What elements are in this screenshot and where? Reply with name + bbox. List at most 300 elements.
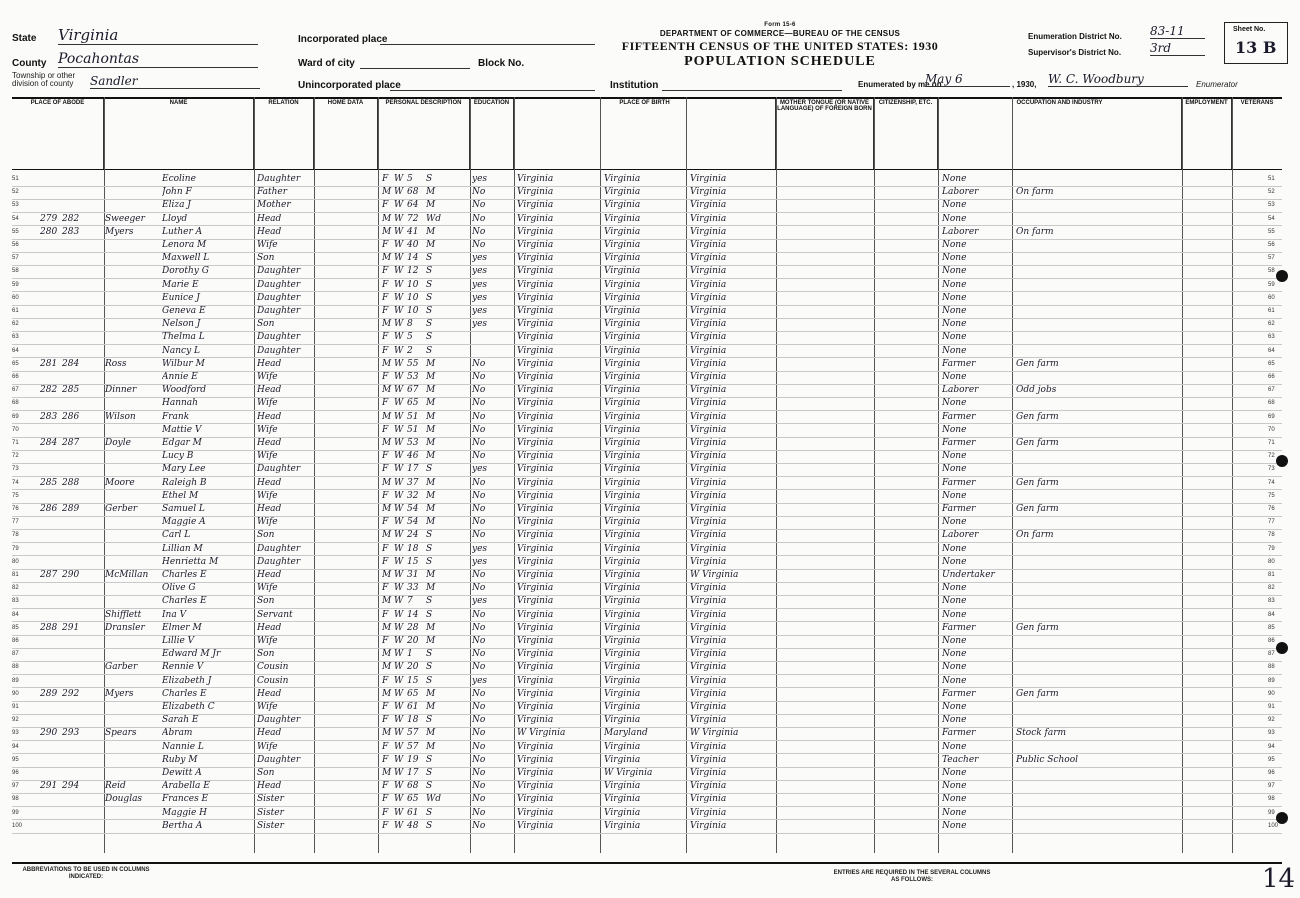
cell-given: Charles E (162, 570, 207, 580)
cell-given: Lenora M (162, 240, 207, 250)
cell-line-number-right: 74 (1268, 479, 1275, 486)
cell-line-number-right: 75 (1268, 492, 1275, 499)
cell-n: 97 (12, 783, 19, 790)
cell-age: 37 (407, 477, 419, 488)
cell-sex: M (382, 187, 392, 198)
cell-n: 61 (12, 308, 19, 314)
cell-birth: Virginia (517, 543, 554, 554)
cell-mother: Virginia (690, 438, 727, 448)
enumerator-name: W. C. Woodbury (1048, 72, 1188, 87)
cell-father: Virginia (604, 279, 641, 290)
cell-ms: M (426, 688, 436, 699)
cell-father: Virginia (604, 306, 641, 316)
unincorporated-label: Unincorporated place (298, 80, 401, 91)
cell-occ: None (942, 794, 967, 805)
cell-sch: No (472, 715, 486, 726)
cell-birth: Virginia (517, 451, 554, 462)
cell-ms: M (426, 385, 436, 396)
cell-given: Lloyd (162, 213, 188, 224)
cell-rel: Head (257, 477, 282, 488)
cell-occ: None (942, 490, 967, 501)
cell-birth: Virginia (517, 319, 554, 330)
cell-surname: Doyle (105, 438, 131, 448)
cell-surname: Dinner (105, 385, 137, 396)
cell-ind: On farm (1016, 187, 1054, 198)
cell-occ: None (942, 781, 967, 792)
cell-age: 17 (407, 464, 419, 475)
cell-given: Lillian M (162, 543, 203, 554)
cell-father: Virginia (604, 662, 641, 673)
table-row (12, 371, 1282, 385)
cell-fam: 282 (62, 213, 80, 224)
cell-given: Maxwell L (162, 253, 210, 264)
cell-rel: Sister (257, 794, 284, 805)
cell-ms: M (426, 226, 436, 237)
cell-n: 89 (12, 677, 19, 684)
cell-ms: S (426, 820, 433, 831)
cell-age: 57 (407, 728, 419, 739)
cell-mother: Virginia (690, 820, 727, 831)
cell-line-number-right: 91 (1268, 704, 1275, 710)
cell-birth: Virginia (517, 820, 554, 831)
cell-n: 67 (12, 387, 19, 394)
cell-ms: S (426, 543, 433, 554)
cell-fam: 287 (62, 438, 80, 448)
cell-age: 17 (407, 768, 419, 778)
cell-ms: S (426, 174, 433, 184)
cell-sex: M (382, 504, 392, 514)
cell-rel: Wife (257, 517, 278, 528)
cell-ms: M (426, 636, 436, 646)
cell-fam: 284 (62, 358, 80, 369)
entries-title: ENTRIES ARE REQUIRED IN THE SEVERAL COLUMNS AS FOLLOWS: (833, 870, 991, 883)
cell-age: 54 (407, 517, 419, 528)
cell-occ: None (942, 649, 967, 660)
cell-given: Ruby M (162, 754, 198, 765)
cell-given: Mary Lee (162, 464, 206, 475)
cell-given: Eunice J (162, 292, 200, 303)
cell-father: Virginia (604, 702, 641, 712)
punch-hole (1276, 642, 1288, 654)
cell-occ: Farmer (942, 728, 976, 739)
cell-n: 51 (12, 176, 19, 182)
cell-given: Edgar M (162, 438, 202, 448)
county-value: Pocahontas (58, 51, 258, 68)
cell-occ: Farmer (942, 411, 976, 422)
cell-occ: None (942, 807, 967, 818)
cell-given: Mattie V (162, 424, 202, 435)
cell-father: W Virginia (604, 768, 653, 778)
cell-rel: Head (257, 781, 282, 792)
cell-birth: Virginia (517, 372, 554, 382)
cell-race: W (394, 543, 404, 554)
cell-sch: No (472, 424, 486, 435)
cell-age: 53 (407, 372, 419, 382)
cell-sex: M (382, 213, 392, 224)
cell-n: 82 (12, 585, 19, 592)
cell-sex: M (382, 622, 392, 633)
cell-ms: S (426, 609, 433, 620)
cell-age: 61 (407, 807, 419, 818)
cell-father: Virginia (604, 781, 641, 792)
cell-sex: M (382, 358, 392, 369)
cell-line-number-right: 85 (1268, 624, 1275, 631)
cell-race: W (394, 345, 404, 356)
table-row (12, 727, 1282, 741)
cell-given: Hannah (162, 398, 198, 409)
cell-race: W (394, 438, 404, 448)
cell-given: Samuel L (162, 504, 205, 514)
cell-line-number-right: 98 (1268, 796, 1275, 803)
table-row (12, 226, 1282, 240)
cell-line-number-right: 73 (1268, 466, 1275, 473)
cell-n: 68 (12, 400, 19, 407)
cell-line-number-right: 58 (1268, 268, 1275, 275)
cell-father: Virginia (604, 530, 641, 541)
cell-n: 78 (12, 532, 19, 539)
cell-fam: 294 (62, 781, 80, 792)
cell-ms: S (426, 279, 433, 290)
cell-given: Charles E (162, 596, 207, 607)
cell-rel: Daughter (257, 715, 301, 726)
cell-mother: Virginia (690, 253, 727, 264)
cell-birth: Virginia (517, 622, 554, 633)
cell-father: Virginia (604, 609, 641, 620)
cell-line-number-right: 88 (1268, 664, 1275, 671)
table-row (12, 199, 1282, 213)
cell-dwell: 289 (40, 688, 58, 699)
cell-sex: F (382, 715, 389, 726)
cell-birth: Virginia (517, 517, 554, 528)
cell-mother: Virginia (690, 504, 727, 514)
cell-rel: Wife (257, 240, 278, 250)
col-relation: RELATION (254, 99, 314, 169)
table-row (12, 595, 1282, 609)
cell-birth: Virginia (517, 662, 554, 673)
cell-line-number-right: 52 (1268, 189, 1275, 196)
cell-race: W (394, 385, 404, 396)
cell-ms: M (426, 741, 436, 752)
cell-given: Elizabeth J (162, 675, 212, 686)
cell-given: Dorothy G (162, 266, 209, 277)
cell-sch: No (472, 226, 486, 237)
cell-n: 58 (12, 268, 19, 275)
cell-given: Henrietta M (162, 556, 219, 567)
cell-occ: None (942, 636, 967, 646)
cell-father: Virginia (604, 451, 641, 462)
cell-race: W (394, 754, 404, 765)
sheet-value: 13 B (1235, 38, 1277, 57)
cell-father: Virginia (604, 200, 641, 211)
supervisor-value: 3rd (1150, 41, 1205, 56)
cell-sex: M (382, 662, 392, 673)
cell-race: W (394, 728, 404, 739)
cell-n: 53 (12, 202, 19, 209)
cell-age: 8 (407, 319, 413, 330)
cell-line-number-right: 56 (1268, 242, 1275, 248)
table-row (12, 543, 1282, 557)
table-row (12, 767, 1282, 781)
cell-father: Virginia (604, 477, 641, 488)
cell-father: Virginia (604, 504, 641, 514)
cell-occ: Laborer (942, 385, 979, 396)
cell-sex: F (382, 543, 389, 554)
cell-mother: Virginia (690, 240, 727, 250)
table-row (12, 688, 1282, 702)
cell-line-number-right: 64 (1268, 347, 1275, 354)
cell-age: 18 (407, 543, 419, 554)
cell-age: 14 (407, 253, 419, 264)
cell-sex: F (382, 306, 389, 316)
cell-rel: Wife (257, 636, 278, 646)
cell-rel: Mother (257, 200, 291, 211)
cell-race: W (394, 794, 404, 805)
cell-line-number-right: 72 (1268, 453, 1275, 460)
cell-sex: F (382, 517, 389, 528)
cell-ind: Stock farm (1016, 728, 1067, 739)
cell-age: 7 (407, 596, 413, 607)
cell-birth: Virginia (517, 279, 554, 290)
table-row (12, 331, 1282, 345)
institution-label: Institution (610, 80, 659, 91)
cell-race: W (394, 570, 404, 580)
cell-rel: Head (257, 570, 282, 580)
cell-sex: F (382, 556, 389, 567)
cell-birth: Virginia (517, 306, 554, 316)
cell-age: 48 (407, 820, 419, 831)
cell-mother: Virginia (690, 372, 727, 382)
cell-mother: Virginia (690, 741, 727, 752)
cell-birth: Virginia (517, 596, 554, 607)
cell-line-number-right: 89 (1268, 677, 1275, 684)
cell-occ: None (942, 266, 967, 277)
cell-age: 57 (407, 741, 419, 752)
cell-line-number-right: 66 (1268, 374, 1275, 380)
cell-race: W (394, 477, 404, 488)
cell-age: 32 (407, 490, 419, 501)
punch-hole (1276, 270, 1288, 282)
cell-mother: Virginia (690, 319, 727, 330)
cell-father: Virginia (604, 345, 641, 356)
cell-occ: None (942, 345, 967, 356)
cell-birth: Virginia (517, 240, 554, 250)
cell-occ: None (942, 200, 967, 211)
cell-n: 99 (12, 809, 19, 816)
cell-father: Virginia (604, 517, 641, 528)
cell-race: W (394, 424, 404, 435)
cell-n: 60 (12, 294, 19, 301)
cell-line-number-right: 69 (1268, 413, 1275, 420)
cell-rel: Wife (257, 451, 278, 462)
cell-line-number-right: 96 (1268, 770, 1275, 776)
cell-rel: Daughter (257, 556, 301, 567)
cell-line-number-right: 92 (1268, 717, 1275, 724)
table-row (12, 463, 1282, 477)
cell-sch: No (472, 385, 486, 396)
institution-line (662, 80, 842, 91)
cell-race: W (394, 517, 404, 528)
cell-father: Virginia (604, 688, 641, 699)
cell-dwell: 283 (40, 411, 58, 422)
table-row (12, 450, 1282, 464)
table-row (12, 556, 1282, 570)
table-row (12, 279, 1282, 293)
cell-occ: Farmer (942, 438, 976, 448)
cell-race: W (394, 688, 404, 699)
cell-n: 100 (12, 822, 22, 829)
cell-occ: None (942, 451, 967, 462)
cell-occ: Farmer (942, 688, 976, 699)
cell-birth: Virginia (517, 609, 554, 620)
cell-line-number-right: 87 (1268, 651, 1275, 658)
cell-race: W (394, 174, 404, 184)
table-row (12, 239, 1282, 253)
cell-ms: M (426, 451, 436, 462)
cell-rel: Head (257, 226, 282, 237)
cell-race: W (394, 372, 404, 382)
cell-line-number-right: 61 (1268, 308, 1275, 314)
table-row (12, 582, 1282, 596)
state-label: State (12, 33, 37, 44)
table-row (12, 741, 1282, 755)
cell-given: Annie E (162, 372, 198, 382)
cell-sex: M (382, 728, 392, 739)
cell-mother: Virginia (690, 622, 727, 633)
cell-race: W (394, 187, 404, 198)
cell-mother: Virginia (690, 424, 727, 435)
cell-surname: Reid (105, 781, 126, 792)
table-row (12, 820, 1282, 834)
cell-occ: Farmer (942, 622, 976, 633)
cell-line-number-right: 71 (1268, 440, 1275, 446)
cell-occ: None (942, 213, 967, 224)
cell-rel: Daughter (257, 266, 301, 277)
cell-rel: Wife (257, 583, 278, 594)
cell-sex: F (382, 451, 389, 462)
cell-sch: No (472, 240, 486, 250)
col-name: NAME (104, 99, 254, 169)
cell-rel: Sister (257, 807, 284, 818)
cell-sch: yes (472, 279, 488, 290)
cell-sch: No (472, 662, 486, 673)
cell-occ: None (942, 556, 967, 567)
cell-occ: Laborer (942, 187, 979, 198)
col-home-data: HOME DATA (314, 99, 378, 169)
cell-occ: Undertaker (942, 570, 995, 580)
cell-sch: yes (472, 174, 488, 184)
cell-n: 83 (12, 598, 19, 605)
cell-occ: None (942, 279, 967, 290)
cell-dwell: 291 (40, 781, 58, 792)
cell-surname: Shifflett (105, 609, 142, 620)
cell-father: Virginia (604, 715, 641, 726)
cell-age: 51 (407, 424, 419, 435)
cell-ind: Gen farm (1016, 504, 1059, 514)
cell-age: 55 (407, 358, 419, 369)
cell-birth: Virginia (517, 702, 554, 712)
cell-rel: Head (257, 385, 282, 396)
col-occupation-industry: OCCUPATION AND INDUSTRY (938, 99, 1182, 169)
cell-sch: No (472, 688, 486, 699)
cell-given: Marie E (162, 279, 199, 290)
table-row (12, 397, 1282, 411)
cell-given: Wilbur M (162, 358, 205, 369)
cell-n: 76 (12, 506, 19, 512)
cell-given: Lillie V (162, 636, 195, 646)
cell-given: Sarah E (162, 715, 199, 726)
cell-birth: Virginia (517, 754, 554, 765)
table-row (12, 503, 1282, 517)
table-row (12, 661, 1282, 675)
cell-ms: M (426, 583, 436, 594)
column-header-band (12, 97, 1282, 170)
cell-sex: F (382, 240, 389, 250)
cell-age: 68 (407, 187, 419, 198)
cell-age: 15 (407, 556, 419, 567)
cell-surname: Gerber (105, 504, 138, 514)
cell-n: 81 (12, 572, 19, 578)
cell-sex: M (382, 438, 392, 448)
cell-ms: M (426, 424, 436, 435)
cell-mother: Virginia (690, 464, 727, 475)
cell-father: Virginia (604, 570, 641, 580)
cell-n: 74 (12, 479, 19, 486)
cell-race: W (394, 411, 404, 422)
cell-age: 53 (407, 438, 419, 448)
cell-birth: Virginia (517, 332, 554, 343)
cell-birth: Virginia (517, 266, 554, 277)
cell-n: 64 (12, 347, 19, 354)
cell-mother: Virginia (690, 345, 727, 356)
cell-race: W (394, 490, 404, 501)
cell-dwell: 282 (40, 385, 58, 396)
cell-father: Virginia (604, 266, 641, 277)
cell-ms: S (426, 675, 433, 686)
cell-sex: M (382, 688, 392, 699)
cell-father: Virginia (604, 583, 641, 594)
cell-sex: F (382, 174, 389, 184)
cell-age: 72 (407, 213, 419, 224)
cell-race: W (394, 226, 404, 237)
cell-ms: S (426, 345, 433, 356)
cell-sch: No (472, 398, 486, 409)
cell-age: 5 (407, 332, 413, 343)
cell-age: 65 (407, 688, 419, 699)
cell-ms: M (426, 438, 436, 448)
cell-mother: Virginia (690, 332, 727, 343)
cell-sex: F (382, 332, 389, 343)
table-row (12, 622, 1282, 636)
cell-occ: None (942, 398, 967, 409)
cell-sch: yes (472, 464, 488, 475)
cell-given: Arabella E (162, 781, 210, 792)
cell-dwell: 290 (40, 728, 58, 739)
cell-ind: Gen farm (1016, 411, 1059, 422)
cell-age: 18 (407, 715, 419, 726)
cell-rel: Head (257, 411, 282, 422)
table-row (12, 701, 1282, 715)
cell-sex: M (382, 477, 392, 488)
township-label: Township or other division of county (12, 71, 76, 88)
ed-value: 83-11 (1150, 24, 1205, 39)
cell-sex: M (382, 596, 392, 607)
schedule-title: POPULATION SCHEDULE (684, 54, 876, 69)
cell-mother: W Virginia (690, 570, 739, 580)
cell-dwell: 284 (40, 438, 58, 448)
cell-sch: No (472, 728, 486, 739)
incorporated-line (380, 34, 595, 45)
cell-line-number-right: 95 (1268, 756, 1275, 763)
